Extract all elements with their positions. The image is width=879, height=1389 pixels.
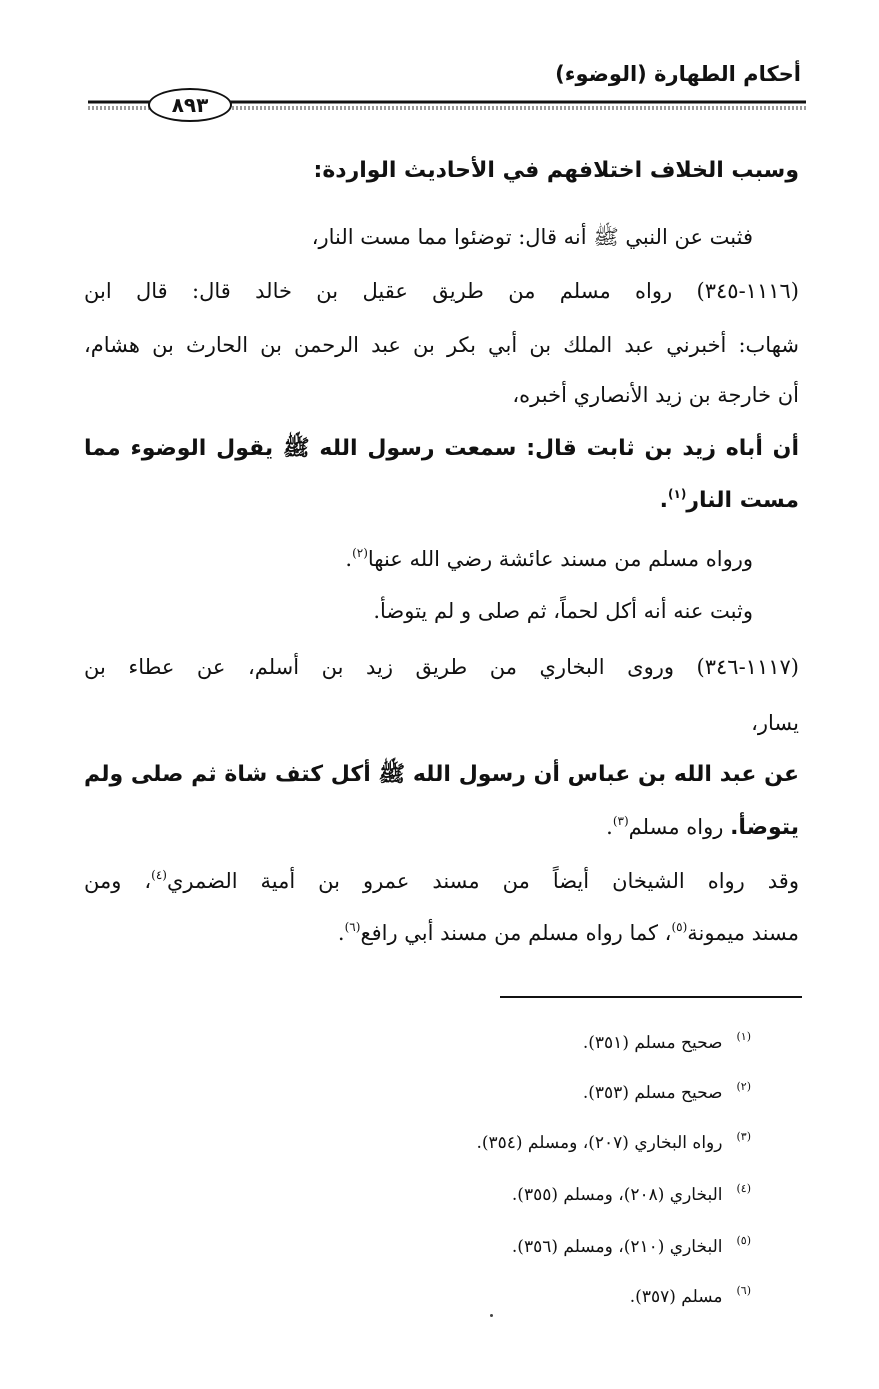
text-line: مسند ميمونة$^{(٥)}$، كما رواه مسلم من مسند أبي رافع$^{(٦)}$. [337,920,799,945]
text-line: فثبت عن النبي ﷺ أنه قال: توضئوا مما مست النار، [311,225,753,249]
footnote-ref: (٣) [612,814,629,828]
footnote: $^{(٤)}$البخاري (٢٠٨)، ومسلم (٣٥٥). [511,1182,751,1205]
text-line: شهاب: أخبرني عبد الملك بن أبي بكر بن عبد الرحمن بن الحارث بن هشام، [84,333,799,357]
text-line: (١١١٦-٣٤٥) رواه مسلم من طريق عقيل بن خالد قال: قال ابن [84,279,799,303]
salutation-glyph: ﷺ [378,762,406,787]
text-line: ورواه مسلم من مسند عائشة رضي الله عنها$^{(٢)}$. [345,546,753,571]
text-line: وقد رواه الشيخان أيضاً من مسند عمرو بن أمية الضمري$^{(٤)}$، ومن [84,868,799,893]
running-header: أحكام الطهارة (الوضوء) [555,62,801,86]
footnote-ref: (٤) [151,868,167,882]
footnote-ref: (٦) [344,920,361,934]
hadith-text: عن عبد الله بن عباس أن رسول الله ﷺ أكل كتف شاة ثم صلى ولم [84,762,799,787]
footnote-separator [500,996,802,998]
footnote: $^{(٢)}$صحيح مسلم (٣٥٣). [582,1080,751,1103]
print-speck [490,1314,493,1317]
footnote: $^{(١)}$صحيح مسلم (٣٥١). [582,1030,751,1053]
footnote-ref: (٥) [671,920,688,934]
text-line: يسار، [751,711,799,735]
text-line: أن خارجة بن زيد الأنصاري أخبره، [512,383,799,407]
text-line: يتوضأ. رواه مسلم$^{(٣)}$. [606,814,799,840]
section-heading: وسبب الخلاف اختلافهم في الأحاديث الواردة: [313,158,799,183]
salutation-glyph: ﷺ [282,436,310,461]
footnote: $^{(٥)}$البخاري (٢١٠)، ومسلم (٣٥٦). [511,1234,751,1257]
footnote-ref: (٢) [352,546,368,560]
hadith-text: أن أباه زيد بن ثابت قال: سمعت رسول الله ﷺ يقول الوضوء مما [84,436,799,461]
page-number: ٨٩٣ [148,88,232,122]
footnote-ref: (١) [668,487,687,501]
footnote: $^{(٣)}$رواه البخاري (٢٠٧)، ومسلم (٣٥٤). [476,1130,751,1153]
footnote: $^{(٦)}$مسلم (٣٥٧). [629,1284,751,1307]
text-line: وثبت عنه أنه أكل لحماً، ثم صلى و لم يتوضأ. [373,599,753,623]
salutation-glyph: ﷺ [593,225,619,249]
text-line: (١١١٧-٣٤٦) وروى البخاري من طريق زيد بن أسلم، عن عطاء بن [84,655,799,679]
hadith-text: مست النار$^{(١)}$. [659,487,799,513]
